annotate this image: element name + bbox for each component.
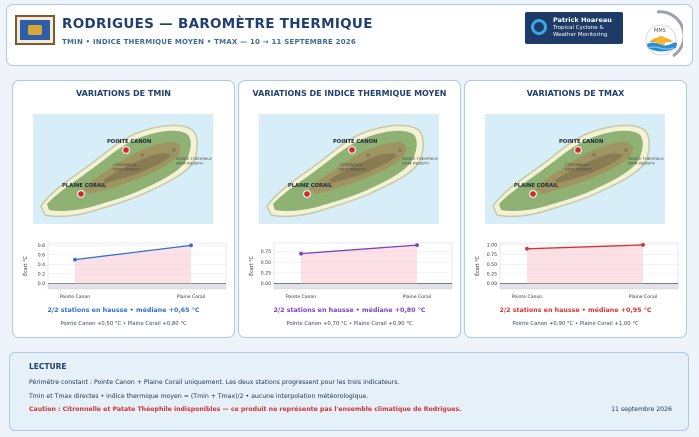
station-plaine-corail-marker xyxy=(304,191,311,198)
station-unavailable-label: DATA INDISPO xyxy=(402,160,429,166)
data-point xyxy=(299,252,303,256)
panel-title: VARIATIONS DE TMAX xyxy=(526,89,625,98)
svg-text:MMS: MMS xyxy=(654,28,666,34)
panel-indice-moyen xyxy=(238,80,461,338)
brand-logo xyxy=(525,12,623,44)
data-point xyxy=(641,243,645,247)
station-unavailable-icon: × xyxy=(591,152,597,159)
station-unavailable-label: DATA INDISPO xyxy=(113,166,140,172)
y-tick-label: 1.00 xyxy=(486,243,497,249)
stations-detail: Pointe Canon +0,90 °C • Plaine Corail +1,00 °C xyxy=(512,321,639,327)
station-label: PLAINE CORAIL xyxy=(62,183,107,189)
lecture-line-method: Tmin et Tmax directes • indice thermique moyen = (Tmin + Tmax)/2 • aucune interpolation météorologique. xyxy=(29,393,369,400)
brand-name: Patrick Hoareau xyxy=(553,16,612,24)
station-unavailable-label: DATA INDISPO xyxy=(565,166,592,172)
station-unavailable-icon: × xyxy=(171,147,177,154)
page-title: RODRIGUES — BAROMÈTRE THERMIQUE xyxy=(62,16,373,32)
stations-summary: 2/2 stations en hausse • médiane +0,80 °C xyxy=(273,307,426,314)
lecture-heading: LECTURE xyxy=(29,362,67,371)
panel-title: VARIATIONS DE INDICE THERMIQUE MOYEN xyxy=(252,89,447,98)
lecture-box xyxy=(9,352,689,431)
station-unavailable-label: PATATE THÉOPHILE xyxy=(628,156,664,161)
page-subtitle: TMIN • INDICE THERMIQUE MOYEN • TMAX — 10 → 11 SEPTEMBRE 2026 xyxy=(62,38,356,46)
y-tick-label: 0.00 xyxy=(260,282,271,288)
stations-summary: 2/2 stations en hausse • médiane +0,65 °C xyxy=(47,307,200,314)
data-point xyxy=(525,247,529,251)
station-label: PLAINE CORAIL xyxy=(288,183,333,189)
y-tick-label: 0.75 xyxy=(260,250,271,256)
y-tick-label: 0.50 xyxy=(260,260,271,266)
y-axis-label: Écart °C xyxy=(250,256,255,276)
y-axis-label: Écart °C xyxy=(24,256,29,276)
island-map xyxy=(485,114,665,224)
variation-chart xyxy=(470,241,683,301)
station-pointe-canon-marker xyxy=(123,147,130,154)
x-tick-label: Plaine Corail xyxy=(176,295,206,300)
area-fill xyxy=(527,245,643,284)
station-unavailable-label: PATATE THÉOPHILE xyxy=(176,156,212,161)
lecture-warning: Caution : Citronnelle et Patate Théophile indisponibles — ce produit ne représente pas l'ensemble climatique de Rodrigues. xyxy=(29,406,462,413)
station-label: PLAINE CORAIL xyxy=(514,183,559,189)
cyclone-icon xyxy=(531,19,547,35)
zero-band xyxy=(274,283,452,289)
stations-summary: 2/2 stations en hausse • médiane +0,95 °C xyxy=(499,307,652,314)
x-tick-label: Pointe Canon xyxy=(285,295,317,300)
data-point xyxy=(189,243,193,247)
zero-band xyxy=(500,284,678,289)
station-label: POINTE CANON xyxy=(107,139,152,145)
header-card xyxy=(6,4,693,66)
mms-logo xyxy=(643,8,683,64)
station-unavailable-icon: × xyxy=(397,147,403,154)
lecture-date: 11 septembre 2026 xyxy=(611,406,672,413)
station-unavailable-label: CITRONELLE xyxy=(113,162,137,167)
y-tick-label: 0.50 xyxy=(486,262,497,268)
station-plaine-corail-marker xyxy=(78,191,85,198)
y-tick-label: 0.4 xyxy=(37,262,45,268)
station-pointe-canon-marker xyxy=(575,147,582,154)
lecture-line-perimeter: Périmètre constant : Pointe Canon + Plaine Corail uniquement. Les deux stations progressent pour les trois indicateurs. xyxy=(29,379,400,386)
x-tick-label: Plaine Corail xyxy=(402,295,432,300)
station-unavailable-label: DATA INDISPO xyxy=(628,160,655,166)
station-unavailable-icon: × xyxy=(139,152,145,159)
variation-chart xyxy=(18,241,231,301)
y-tick-label: 0.25 xyxy=(486,272,497,278)
station-unavailable-icon: × xyxy=(623,147,629,154)
x-tick-label: Plaine Corail xyxy=(628,295,658,300)
stations-detail: Pointe Canon +0,50 °C • Plaine Corail +0,80 °C xyxy=(60,321,187,327)
station-plaine-corail-marker xyxy=(530,191,537,198)
y-tick-label: 0.00 xyxy=(486,282,497,288)
data-point xyxy=(415,243,419,247)
station-unavailable-label: CITRONELLE xyxy=(339,162,363,167)
station-unavailable-icon: × xyxy=(365,152,371,159)
stations-detail: Pointe Canon +0,70 °C • Plaine Corail +0,90 °C xyxy=(286,321,413,327)
x-tick-label: Pointe Canon xyxy=(59,295,91,300)
y-tick-label: 0.2 xyxy=(37,272,45,278)
station-unavailable-label: DATA INDISPO xyxy=(339,166,366,172)
panel-tmin xyxy=(12,80,235,338)
y-tick-label: 0.0 xyxy=(37,281,45,287)
y-axis-label: Écart °C xyxy=(476,256,481,276)
panel-title: VARIATIONS DE TMIN xyxy=(75,89,171,98)
rodrigues-flag-logo xyxy=(15,15,55,45)
station-unavailable-label: DATA INDISPO xyxy=(176,160,203,166)
variation-chart xyxy=(244,241,457,301)
y-tick-label: 0.6 xyxy=(37,253,45,259)
y-tick-label: 0.8 xyxy=(37,243,45,249)
x-tick-label: Pointe Canon xyxy=(511,295,543,300)
zero-band xyxy=(48,283,226,289)
brand-tagline: Tropical Cyclone & Weather Monitoring xyxy=(553,25,608,38)
station-pointe-canon-marker xyxy=(349,147,356,154)
y-tick-label: 0.25 xyxy=(260,271,271,277)
island-map xyxy=(33,114,213,224)
station-unavailable-label: PATATE THÉOPHILE xyxy=(402,156,438,161)
panel-tmax xyxy=(464,80,687,338)
data-point xyxy=(73,258,77,262)
y-tick-label: 0.75 xyxy=(486,253,497,259)
station-unavailable-label: CITRONELLE xyxy=(565,162,589,167)
station-label: POINTE CANON xyxy=(559,139,604,145)
station-label: POINTE CANON xyxy=(333,139,378,145)
island-map xyxy=(259,114,439,224)
